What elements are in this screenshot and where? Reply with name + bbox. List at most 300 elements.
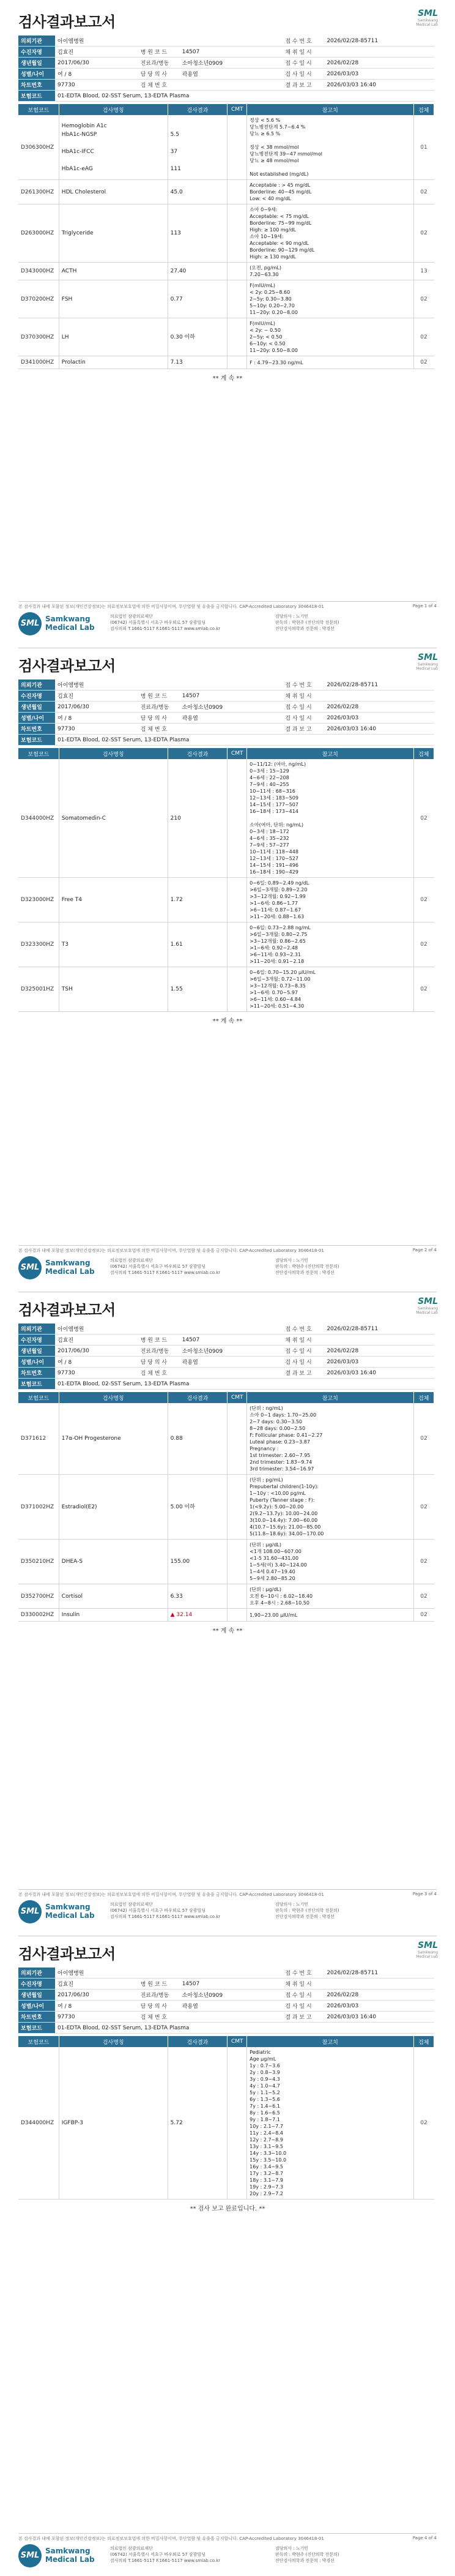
patient-row (18, 91, 434, 102)
brand-contact-info (110, 2545, 263, 2564)
patient-value: 여 / 8 (55, 69, 138, 80)
patient-label-3: 접 수 번 호 (283, 1324, 324, 1335)
result-code: D306300HZ (18, 115, 59, 180)
patient-label-3: 결 과 보 고 (283, 2012, 324, 2023)
patient-label-3: 검 사 일 시 (283, 1357, 324, 1368)
patient-value: 2017/06/30 (55, 702, 138, 713)
result-item (59, 115, 168, 180)
patient-value: 아이엠병원 (55, 1324, 138, 1335)
patient-label-3: 접 수 일 시 (283, 1346, 324, 1357)
result-specimen: 02 (413, 1584, 434, 1609)
sml-logo-line2: Medical Lab (416, 23, 438, 27)
result-item-name: Triglyceride (61, 230, 94, 236)
result-reference: 0~6일: 0.73~2.88 ng/mL >6일~3개월: 0.80~2.75 >3~12개월: 0.86~2.65 >1~6세: 0.92~2.48 >6~11세: 0.93~2.31 >11~20세: 0.91~2.18 (247, 923, 413, 967)
brand-name (45, 1259, 95, 1276)
sml-logo-line2: Medical Lab (416, 1955, 438, 1959)
result-reference: F : 4.79~23.30 ng/mL (247, 356, 413, 369)
patient-label: 차트번호 (18, 1368, 55, 1379)
patient-label: 수진자명 (18, 1335, 55, 1346)
document-title: 검사결과보고서 (18, 1301, 116, 1319)
result-comment (228, 1609, 247, 1622)
patient-value: 2017/06/30 (55, 1346, 138, 1357)
results-table (18, 748, 434, 1012)
result-reference: F(mIU/mL) < 2y: ~ 0.50 2~5y: < 0.50 6~10y: < 0.50 11~20y: 0.50~8.00 (247, 318, 413, 356)
document-title: 검사결과보고서 (18, 657, 116, 675)
result-row (18, 204, 434, 263)
result-code: D323300HZ (18, 923, 59, 967)
header-val: 검사결과 (168, 1392, 228, 1403)
patient-label-3: 채 취 일 시 (283, 1335, 324, 1346)
header-ref: 참고치 (247, 748, 413, 759)
patient-value-2: 소아청소년0909 (180, 1346, 283, 1357)
result-value-text: 37 (170, 148, 178, 155)
result-item-name: IGFBP-3 (61, 2120, 83, 2126)
patient-label: 수진자명 (18, 691, 55, 702)
patient-label: 생년월일 (18, 1346, 55, 1357)
result-item-name (62, 139, 165, 148)
result-value-text: 1.55 (170, 986, 183, 992)
result-row (18, 2047, 434, 2200)
patient-label: 보험코드 (18, 735, 55, 746)
footer-brand (18, 2544, 440, 2569)
result-item (59, 263, 168, 280)
patient-label-3: 검 사 일 시 (283, 713, 324, 724)
document-title: 검사결과보고서 (18, 13, 116, 31)
patient-value-3: 2026/02/28 (324, 1346, 434, 1357)
patient-value-3 (324, 1379, 434, 1390)
sml-logo-mini (416, 653, 438, 671)
patient-value-3 (324, 1335, 434, 1346)
brand-name-line2: Medical Lab (45, 1911, 95, 1920)
patient-value-3: 2026/02/28-85711 (324, 1968, 434, 1979)
result-value (168, 356, 228, 369)
patient-label: 수진자명 (18, 1979, 55, 1990)
header-cmt: CMT (228, 104, 247, 115)
header-unit: 검체 (413, 748, 434, 759)
result-value (168, 1540, 228, 1584)
patient-row (18, 1324, 434, 1335)
patient-label: 성별/나이 (18, 713, 55, 724)
patient-value-2 (180, 36, 283, 47)
patient-value-2: 곽용엽 (180, 1357, 283, 1368)
brand-info-line2: (06742) 서울특별시 서초구 바우뫼로 57 삼광빌딩 (110, 2552, 205, 2557)
patient-value: 2017/06/30 (55, 1990, 138, 2001)
result-item (59, 878, 168, 923)
patient-label-3 (283, 735, 324, 746)
result-reference: Acceptable : > 45 mg/dL Borderline: 40~45 mg/dL Low: < 40 mg/dL (247, 180, 413, 204)
result-item-name: 17α-OH Progesterone (61, 1436, 121, 1442)
signature-line1: 검당의사 : 노기민 (275, 2546, 309, 2551)
brand-name (45, 2547, 95, 2564)
page-number: Page 1 of 4 (412, 604, 437, 608)
patient-value-2 (180, 1368, 283, 1379)
patient-row (18, 1346, 434, 1357)
header-val: 검사결과 (168, 748, 228, 759)
sml-logo-text: SML (418, 653, 438, 662)
header-item: 검사명칭 (59, 104, 168, 115)
brand-name-line1: Samkwang (45, 1903, 91, 1911)
patient-value: 김효진 (55, 1335, 138, 1346)
results-header-row (18, 748, 434, 759)
patient-row (18, 1968, 434, 1979)
footer-rule (18, 601, 437, 602)
result-specimen: 01 (413, 115, 434, 180)
brand-info-line3: 검사의뢰 T.1661-5117 F.1661-5117 www.smlab.co.kr (110, 626, 221, 631)
result-item (59, 1403, 168, 1475)
result-item (59, 923, 168, 967)
result-item (59, 1609, 168, 1622)
result-value (168, 759, 228, 878)
patient-label-2: 진료과/병동 (138, 702, 180, 713)
result-specimen: 02 (413, 2047, 434, 2200)
footer-brand (18, 1256, 440, 1281)
header-cmt: CMT (228, 1392, 247, 1403)
result-row (18, 878, 434, 923)
footer-disclaimer: 본 검사결과 내에 포함된 정보(개인건강정보)는 의료정보보호법에 의한 비밀사항이며, 무단열람 및 유출을 금지합니다. CAP-Accredited Laboratory 3046418-01 (18, 1248, 324, 1253)
result-item-name: HbA1c-NGSP (61, 131, 97, 138)
result-comment (228, 180, 247, 204)
result-item (59, 1475, 168, 1540)
patient-value: 97730 (55, 80, 138, 91)
patient-label: 성별/나이 (18, 2001, 55, 2012)
result-item-name: T3 (61, 942, 69, 948)
patient-label: 보험코드 (18, 1379, 55, 1390)
sml-logo-text: SML (418, 1941, 438, 1950)
results-header-row (18, 104, 434, 115)
patient-value-3: 2026/03/03 16:40 (324, 1368, 434, 1379)
patient-label-2: 검 체 번 호 (138, 2012, 180, 2023)
patient-value-3: 2026/03/03 (324, 2001, 434, 2012)
footer-rule (18, 1245, 437, 1246)
patient-value-3: 2026/02/28-85711 (324, 36, 434, 47)
patient-label-3: 채 취 일 시 (283, 691, 324, 702)
signature-line2: 판독의 : 박현주 (진단의학 전문의) (275, 1908, 339, 1913)
patient-label-2: 담 당 의 사 (138, 69, 180, 80)
result-specimen: 02 (413, 878, 434, 923)
patient-info-table (18, 36, 434, 102)
document-title: 검사결과보고서 (18, 1945, 116, 1963)
result-value-text: 210 (170, 815, 181, 822)
result-reference: (단위 : μg/dL) 오전 6~10시 : 6.02~18.40 오후 4~8시 : 2.68~10.50 (247, 1584, 413, 1609)
result-code: D330002HZ (18, 1609, 59, 1622)
sml-logo-badge: SML (18, 1900, 42, 1923)
sml-logo-line1: Samkwang (418, 18, 438, 23)
result-comment (228, 204, 247, 263)
patient-value: 김효진 (55, 1979, 138, 1990)
patient-value-2 (180, 680, 283, 691)
page-number: Page 2 of 4 (412, 1248, 437, 1252)
result-value-text (171, 156, 225, 165)
patient-value-2: 곽용엽 (180, 69, 283, 80)
patient-label-2: 담 당 의 사 (138, 1357, 180, 1368)
result-reference: (단위 : pg/mL) Prepubertal children(1-10y): 1~10y : <10.00 pg/mL Puberty (Tanner stage : F): 1(<9.2y): 5.00~20.00 2(9.2~13.7y): 10.00~24.00 3(10.0~14.4y): 7.00~60.00 4(10.7~15.6y): 21.00~85.00 5(11.8~18.6y): 34.00~170.00 (247, 1475, 413, 1540)
footer-rule (18, 1889, 437, 1890)
patient-row (18, 702, 434, 713)
result-value (168, 115, 228, 180)
result-code: D370300HZ (18, 318, 59, 356)
patient-label: 차트번호 (18, 724, 55, 735)
result-item-name: Somatomedin-C (61, 815, 106, 822)
patient-label: 생년월일 (18, 1990, 55, 2001)
result-reference: (단위 : ng/mL) 소아 0~1 days: 1.70~25.00 2~7 days: 0.30~3.50 8~28 days: 0.00~2.50 F: Follicular phase: 0.41~2.27 Luteal phase: 0.23~3.87 Pregnancy : 1st trimester: 2.60~7.95 2nd trimester: 1.83~9.74 3rd trimester: 3.54~16.97 (247, 1403, 413, 1475)
patient-row (18, 680, 434, 691)
signature-line1: 검당의사 : 노기민 (275, 1258, 309, 1263)
result-reference: (오전, pg/mL) 7.20~63.30 (247, 263, 413, 280)
patient-value-2: 소아청소년0909 (180, 1990, 283, 2001)
result-code: D371612 (18, 1403, 59, 1475)
patient-value-3: 2026/03/03 16:40 (324, 80, 434, 91)
result-comment (228, 967, 247, 1012)
patient-label: 의뢰기관 (18, 680, 55, 691)
patient-value-3 (324, 2023, 434, 2034)
brand-info-line3: 검사의뢰 T.1661-5117 F.1661-5117 www.smlab.co.kr (110, 1270, 221, 1275)
result-specimen: 02 (413, 280, 434, 318)
sml-logo-mini (416, 1941, 438, 1959)
report-page (9, 644, 446, 1288)
result-row (18, 280, 434, 318)
brand-name-line2: Medical Lab (45, 623, 95, 632)
header-code: 보험코드 (18, 1392, 59, 1403)
patient-label-2 (138, 1324, 180, 1335)
signature-line3: 진단검사의학과 전문의 : 박경선 (275, 1914, 335, 1919)
patient-value-3 (324, 1979, 434, 1990)
patient-value-3: 2026/02/28 (324, 1990, 434, 2001)
result-specimen: 02 (413, 1403, 434, 1475)
result-specimen: 02 (413, 180, 434, 204)
patient-label: 차트번호 (18, 2012, 55, 2023)
patient-label-3 (283, 91, 324, 102)
patient-label-3 (283, 1379, 324, 1390)
patient-label-3: 접 수 일 시 (283, 58, 324, 69)
patient-row (18, 69, 434, 80)
patient-value-2 (180, 1968, 283, 1979)
result-item (59, 180, 168, 204)
patient-label-3: 결 과 보 고 (283, 80, 324, 91)
result-reference: 0~6일: 0.70~15.20 μIU/mL >6일~3개월: 0.72~11.00 >3~12개월: 0.73~8.35 >1~6세: 0.70~5.97 >6~11세: 0.60~4.84 >11~20세: 0.51~4.30 (247, 967, 413, 1012)
patient-value: 김효진 (55, 691, 138, 702)
result-comment (228, 878, 247, 923)
patient-value: 2017/06/30 (55, 58, 138, 69)
brand-info-line3: 검사의뢰 T.1661-5117 F.1661-5117 www.smlab.co.kr (110, 2558, 221, 2563)
header-val: 검사결과 (168, 104, 228, 115)
result-value-text: 5.72 (170, 2120, 183, 2126)
patient-value-3: 2026/03/03 16:40 (324, 2012, 434, 2023)
patient-row (18, 80, 434, 91)
result-item (59, 280, 168, 318)
brand-info-line1: 의료법인 삼광의료재단 (110, 1902, 153, 1907)
result-code: D261300HZ (18, 180, 59, 204)
patient-label-3: 채 취 일 시 (283, 47, 324, 58)
report-page (9, 0, 446, 644)
result-value (168, 180, 228, 204)
patient-label-2: 담 당 의 사 (138, 2001, 180, 2012)
signature-line2: 판독의 : 박현주 (진단의학 전문의) (275, 2552, 339, 2557)
result-code: D263000HZ (18, 204, 59, 263)
signature-line1: 검당의사 : 노기민 (275, 1902, 309, 1907)
patient-value: 01-EDTA Blood, 02-SST Serum, 13-EDTA Plasma (55, 1379, 283, 1390)
result-value (168, 2047, 228, 2200)
result-comment (228, 280, 247, 318)
brand-name (45, 615, 95, 632)
results-table (18, 1392, 434, 1622)
patient-label-3: 접 수 일 시 (283, 702, 324, 713)
result-row (18, 180, 434, 204)
patient-label-3: 결 과 보 고 (283, 1368, 324, 1379)
brand-info-line1: 의료법인 삼광의료재단 (110, 1258, 153, 1263)
patient-label-2: 병 원 코 드 (138, 1979, 180, 1990)
patient-row (18, 36, 434, 47)
result-item-name: ACTH (61, 268, 77, 274)
footer-disclaimer: 본 검사결과 내에 포함된 정보(개인건강정보)는 의료정보보호법에 의한 비밀사항이며, 무단열람 및 유출을 금지합니다. CAP-Accredited Laboratory 3046418-01 (18, 604, 324, 609)
patient-value: 97730 (55, 724, 138, 735)
result-item-name: FSH (61, 296, 73, 302)
sml-logo-line2: Medical Lab (416, 667, 438, 671)
patient-value-3 (324, 47, 434, 58)
sml-logo-badge: SML (18, 612, 42, 635)
footer-disclaimer: 본 검사결과 내에 포함된 정보(개인건강정보)는 의료정보보호법에 의한 비밀사항이며, 무단열람 및 유출을 금지합니다. CAP-Accredited Laboratory 3046418-01 (18, 1892, 324, 1897)
patient-label-2: 병 원 코 드 (138, 1335, 180, 1346)
patient-label-2 (138, 1968, 180, 1979)
header-unit: 검체 (413, 104, 434, 115)
signature-line2: 판독의 : 박현주 (진단의학 전문의) (275, 1264, 339, 1269)
patient-info-table (18, 680, 434, 746)
patient-value: 아이엠병원 (55, 36, 138, 47)
page-number: Page 4 of 4 (412, 2536, 437, 2540)
brand-info-line1: 의료법인 삼광의료재단 (110, 2546, 153, 2551)
result-item-name (62, 156, 165, 165)
result-item (59, 1584, 168, 1609)
patient-value-2: 14507 (180, 47, 283, 58)
result-item-name: TSH (61, 986, 73, 992)
patient-label-2: 검 체 번 호 (138, 80, 180, 91)
result-item (59, 356, 168, 369)
result-value-text: 155.00 (170, 1559, 190, 1565)
patient-label: 의뢰기관 (18, 1324, 55, 1335)
signature-line3: 진단검사의학과 전문의 : 박경선 (275, 2558, 335, 2563)
result-comment (228, 1584, 247, 1609)
sml-logo-text: SML (418, 9, 438, 18)
result-value-text (171, 139, 225, 148)
patient-value-3: 2026/03/03 (324, 69, 434, 80)
signature-line3: 진단검사의학과 전문의 : 박경선 (275, 1270, 335, 1275)
signature-block (275, 2545, 440, 2564)
footer-brand (18, 1900, 440, 1925)
result-value-text: 27.40 (170, 268, 187, 274)
results-table (18, 2036, 434, 2200)
patient-value-3 (324, 91, 434, 102)
sml-logo-line1: Samkwang (418, 1950, 438, 1955)
patient-row (18, 2012, 434, 2023)
result-code: D344000HZ (18, 759, 59, 878)
result-specimen: 02 (413, 318, 434, 356)
brand-contact-info (110, 613, 263, 632)
brand-name (45, 1903, 95, 1920)
patient-row (18, 713, 434, 724)
patient-row (18, 2001, 434, 2012)
result-value-text: 0.30 이하 (170, 334, 195, 340)
results-header-row (18, 2036, 434, 2047)
patient-label: 의뢰기관 (18, 36, 55, 47)
patient-label-3: 접 수 번 호 (283, 1968, 324, 1979)
result-item (59, 318, 168, 356)
patient-value: 여 / 8 (55, 713, 138, 724)
header-cmt: CMT (228, 748, 247, 759)
result-value-text: 5.00 이하 (170, 1503, 195, 1510)
patient-value: 97730 (55, 1368, 138, 1379)
result-reference: Pediatric Age μg/mL 1y : 0.7~3.6 2y : 0.8~3.9 3y : 0.9~4.3 4y : 1.0~4.7 5y : 1.1~5.2 6y : 1.3~5.6 7y : 1.4~6.1 8y : 1.6~6.5 9y : 1.8~7.1 10y : 2.1~7.7 11y : 2.4~8.4 12y : 2.7~8.9 13y : 3.1~9.5 14y : 3.3~10.0 15y : 3.5~10.0 16y : 3.4~9.5 17y : 3.2~8.7 18y : 3.1~7.9 19y : 2.9~7.3 20y : 2.9~7.2 (247, 2047, 413, 2200)
patient-value-3: 2026/03/03 (324, 713, 434, 724)
patient-row (18, 691, 434, 702)
result-item-name: HbA1c-IFCC (61, 148, 94, 155)
page-continuation-note: ** 계 속 ** (212, 1628, 243, 1634)
result-comment (228, 356, 247, 369)
header-unit: 검체 (413, 2036, 434, 2047)
brand-name-line2: Medical Lab (45, 1267, 95, 1276)
report-page (9, 1288, 446, 1932)
result-row (18, 263, 434, 280)
patient-label-3: 채 취 일 시 (283, 1979, 324, 1990)
patient-value-2 (180, 1324, 283, 1335)
result-specimen: 02 (413, 759, 434, 878)
result-value-text: ▲ 32.14 (170, 1612, 193, 1618)
result-specimen: 02 (413, 1540, 434, 1584)
result-specimen: 02 (413, 204, 434, 263)
result-row (18, 115, 434, 180)
patient-row (18, 1379, 434, 1390)
result-value-text: 6.33 (170, 1593, 183, 1600)
result-item-name: Hemoglobin A1c (61, 122, 107, 129)
result-reference: 정상 < 5.6 % 당뇨병전단계 5.7~6.4 % 당뇨 ≥ 6.5 % 정상 < 38 mmol/mol 당뇨병전단계 39~47 mmol/mol 당뇨 ≥ 48 mmol/mol Not established (mg/dL) (247, 115, 413, 180)
header-cmt: CMT (228, 2036, 247, 2047)
patient-value: 01-EDTA Blood, 02-SST Serum, 13-EDTA Plasma (55, 91, 283, 102)
page-number: Page 3 of 4 (412, 1892, 437, 1896)
sml-logo-mini (416, 9, 438, 27)
result-code: D370200HZ (18, 280, 59, 318)
signature-line3: 진단검사의학과 전문의 : 박경선 (275, 626, 335, 631)
result-comment (228, 263, 247, 280)
sml-logo-badge: SML (18, 1256, 42, 1279)
patient-label-2: 진료과/병동 (138, 1346, 180, 1357)
result-comment (228, 1403, 247, 1475)
result-item-name: Free T4 (61, 897, 82, 903)
result-value-text: 1.61 (170, 942, 183, 948)
sml-logo-text: SML (418, 1297, 438, 1306)
result-value (168, 923, 228, 967)
result-reference: (단위 : μg/dL) <1개 108.00~607.00 <1-5 31.60~431.00 1~5세(여) 3.40~124.00 1~4세 0.47~19.40 5~9세 2.80~85.20 (247, 1540, 413, 1584)
patient-label-2 (138, 36, 180, 47)
sml-logo-line2: Medical Lab (416, 1311, 438, 1315)
patient-value-2: 14507 (180, 1335, 283, 1346)
result-row (18, 1540, 434, 1584)
result-item-name: DHEA-S (61, 1559, 83, 1565)
brand-info-line2: (06742) 서울특별시 서초구 바우뫼로 57 삼광빌딩 (110, 1908, 205, 1913)
patient-value: 01-EDTA Blood, 02-SST Serum, 13-EDTA Plasma (55, 735, 283, 746)
patient-label: 차트번호 (18, 80, 55, 91)
result-code: D323000HZ (18, 878, 59, 923)
patient-value-3: 2026/02/28-85711 (324, 680, 434, 691)
patient-value: 아이엠병원 (55, 1968, 138, 1979)
patient-row (18, 47, 434, 58)
result-item (59, 2047, 168, 2200)
result-item-name: Cortisol (61, 1593, 83, 1600)
result-reference: F(mIU/mL) < 2y: 0.25~8.60 2~5y: 0.30~3.80 5~10y: 0.20~2.70 11~20y: 0.20~8.00 (247, 280, 413, 318)
patient-label-3: 검 사 일 시 (283, 69, 324, 80)
result-item (59, 759, 168, 878)
patient-label-3: 결 과 보 고 (283, 724, 324, 735)
page-continuation-note: ** 계 속 ** (212, 1018, 243, 1025)
header-ref: 참고치 (247, 104, 413, 115)
patient-info-table (18, 1968, 434, 2034)
